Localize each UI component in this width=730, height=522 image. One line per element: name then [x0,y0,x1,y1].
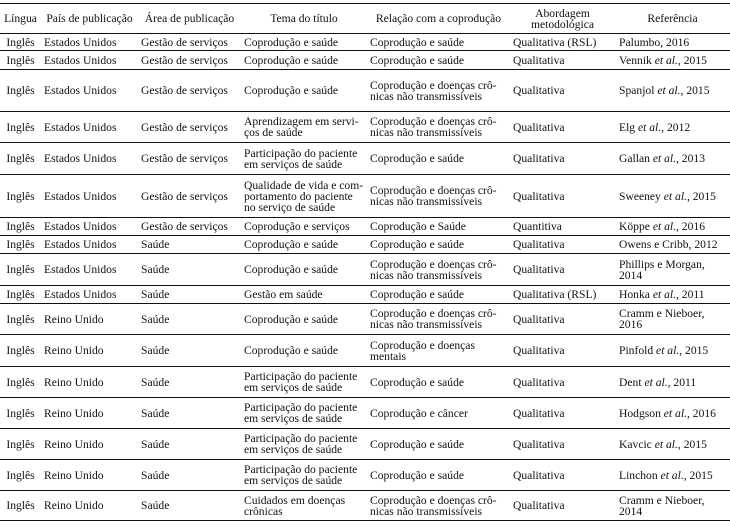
cell-abordagem: Qualitativa [513,120,565,134]
table-row [0,51,730,70]
cell-abordagem: Qualitativa [513,152,565,165]
cell-relacao: Coprodução e saúde [370,375,465,389]
cell-relacao: Coprodução e câncer [370,406,468,420]
table-row [0,460,730,491]
ref-author: Pinfold [619,344,657,357]
cell-tema: Participação do paciente em serviços de saúde [244,146,358,171]
ref-year: , 2015 [683,468,713,482]
cell-tema: Participação do paciente em serviços de saúde [244,370,358,394]
cell-referencia [615,335,730,367]
ref-author: Palumbo [619,35,661,49]
table-row [0,286,730,304]
cell-abordagem: Qualitativa (RSL) [513,35,597,49]
cell-referencia [615,51,730,70]
cell-relacao: Coprodução e doenças crô-nicas não transmissíveis [370,184,497,208]
table-header [0,4,730,34]
cell-referencia [615,367,730,398]
table-row [0,398,730,429]
cell-pais: Estados Unidos [44,238,117,251]
cell-lingua: Inglês [6,437,35,451]
ref-author: Linchon [619,468,661,482]
cell-lingua: Inglês [6,263,35,276]
cell-relacao: Coprodução e saúde [370,152,465,165]
table-row [0,34,730,51]
header-area: Área de publicação [144,12,235,25]
cell-pais: Estados Unidos [44,84,117,97]
ref-et-al: et al. [657,84,681,97]
cell-lingua: Inglês [6,499,35,512]
ref-year: , 2015 [677,53,707,67]
ref-year: , 2015 [680,84,710,97]
cell-area: Saúde [141,499,170,512]
cell-lingua: Inglês [6,238,35,251]
cell-relacao: Coprodução e Saúde [370,220,466,233]
table-row [0,429,730,460]
cell-area: Saúde [141,344,170,357]
ref-author: Cramm e Nieboer, 2014 [619,493,705,518]
cell-tema: Coprodução e serviços [244,220,350,233]
ref-et-al: et al. [638,120,662,134]
ref-year: , 2011 [676,288,705,301]
cell-area: Gestão de serviços [141,53,228,67]
cell-tema: Participação do paciente em serviços de saúde [244,463,358,487]
cell-abordagem: Qualitativa (RSL) [513,288,597,301]
cell-lingua: Inglês [6,288,35,301]
header-row [0,4,730,34]
cell-abordagem: Qualitativa [513,499,565,512]
cell-pais: Reino Unido [44,468,104,482]
cell-abordagem: Qualitativa [513,375,565,389]
ref-author: Vennik [619,53,655,67]
cell-area: Saúde [141,312,170,326]
ref-et-al: et al. [652,220,676,233]
ref-et-al: et al. [660,468,684,482]
cell-tema: Coprodução e saúde [244,344,339,357]
cell-area: Gestão de serviços [141,84,228,97]
cell-area: Saúde [141,263,170,276]
cell-pais: Estados Unidos [44,152,117,165]
cell-tema: Gestão em saúde [244,288,323,301]
cell-abordagem: Qualitativa [513,189,565,203]
header-lingua: Língua [4,12,37,25]
ref-author: Hodgson [619,406,664,420]
cell-area: Gestão de serviços [141,189,228,203]
cell-lingua: Inglês [6,189,35,203]
cell-pais: Estados Unidos [44,288,117,301]
cell-relacao: Coprodução e saúde [370,53,465,67]
cell-pais: Reino Unido [44,406,104,420]
cell-area: Saúde [141,288,170,301]
cell-lingua: Inglês [6,406,35,420]
cell-lingua: Inglês [6,312,35,326]
cell-tema: Participação do paciente em serviços de saúde [244,401,358,425]
cell-abordagem: Qualitativa [513,437,565,451]
cell-relacao: Coprodução e doenças crô-nicas não transmissíveis [370,493,497,518]
cell-relacao: Coprodução e saúde [370,238,465,251]
ref-year: , 2013 [676,152,705,165]
cell-pais: Estados Unidos [44,220,117,233]
ref-et-al: et al. [644,375,668,389]
cell-pais: Estados Unidos [44,189,117,203]
cell-abordagem: Qualitativa [513,84,565,97]
ref-author: Owens e Cribb, 2012 [619,238,718,251]
ref-author: Honka [619,288,653,301]
cell-tema: Coprodução e saúde [244,263,339,276]
cell-pais: Reino Unido [44,344,104,357]
ref-author: Kavcic [619,437,655,451]
cell-relacao: Coprodução e saúde [370,468,465,482]
cell-abordagem: Qualitativa [513,344,565,357]
cell-referencia [615,34,730,51]
cell-lingua: Inglês [6,468,35,482]
ref-year: , 2015 [677,437,707,451]
cell-tema: Coprodução e saúde [244,84,339,97]
table-row [0,112,730,143]
cell-relacao: Coprodução e doenças crô-nicas não transmissíveis [370,115,497,139]
ref-et-al: et al. [654,437,678,451]
cell-lingua: Inglês [6,344,35,357]
cell-pais: Estados Unidos [44,263,117,276]
cell-tema: Coprodução e saúde [244,35,339,49]
cell-abordagem: Qualitativa [513,468,565,482]
cell-lingua: Inglês [6,53,35,67]
table-row [0,70,730,112]
cell-pais: Reino Unido [44,375,104,389]
cell-tema: Qualidade de vida e com-portamento do paciente no serviço de saúde [244,178,364,214]
cell-referencia [615,236,730,254]
cell-abordagem: Quantitiva [513,220,562,233]
ref-et-al: et al. [656,344,680,357]
table-row [0,143,730,175]
cell-lingua: Inglês [6,152,35,165]
cell-area: Saúde [141,238,170,251]
cell-tema: Aprendizagem em servi-ços de saúde [244,115,359,139]
cell-abordagem: Qualitativa [513,312,565,326]
cell-area: Gestão de serviços [141,35,228,49]
cell-pais: Estados Unidos [44,53,117,67]
ref-et-al: et al. [663,189,687,203]
ref-year: , 2011 [667,375,697,389]
ref-et-al: et al. [652,152,676,165]
ref-author: Gallan [619,152,653,165]
cell-area: Gestão de serviços [141,152,228,165]
cell-pais: Estados Unidos [44,35,117,49]
cell-tema: Coprodução e saúde [244,53,339,67]
cell-referencia [615,143,730,175]
cell-pais: Reino Unido [44,312,104,326]
cell-tema: Cuidados em doenças crônicas [244,493,346,518]
cell-lingua: Inglês [6,35,35,49]
cell-area: Saúde [141,468,170,482]
cell-abordagem: Qualitativa [513,406,565,420]
table-row [0,218,730,236]
cell-tema: Participação do paciente em serviços de saúde [244,432,358,456]
table-row [0,335,730,367]
ref-year: , 2015 [679,344,709,357]
cell-referencia [615,429,730,460]
ref-author: Spanjol [619,84,658,97]
ref-author: Cramm e Nieboer, 2016 [619,307,705,331]
cell-referencia [615,304,730,335]
ref-author: Köppe [619,220,653,233]
cell-relacao: Coprodução e saúde [370,35,465,49]
table-row [0,254,730,286]
header-tema: Tema do título [270,12,338,25]
ref-author: Elg [619,120,638,134]
cell-lingua: Inglês [6,220,35,233]
ref-author: Sweeney [619,189,664,203]
cell-abordagem: Qualitativa [513,238,565,251]
cell-abordagem: Qualitativa [513,263,565,276]
ref-year: , 2015 [686,189,716,203]
cell-pais: Reino Unido [44,499,104,512]
table-row [0,236,730,254]
header-referencia: Referência [647,12,698,25]
ref-year: , 2016 [660,35,690,49]
cell-referencia [615,460,730,491]
cell-tema: Coprodução e saúde [244,238,339,251]
cell-referencia [615,112,730,143]
cell-referencia [615,491,730,521]
cell-area: Saúde [141,406,170,420]
header-relacao: Relação com a coprodução [375,12,502,25]
ref-year: , 2016 [676,220,705,233]
cell-relacao: Coprodução e saúde [370,437,465,451]
ref-et-al: et al. [663,406,687,420]
cell-relacao: Coprodução e doenças mentais [370,338,475,363]
header-abordagem: Abordagem metodológica [530,6,595,31]
cell-relacao: Coprodução e doenças crô-nicas não transmissíveis [370,257,497,282]
table-row [0,304,730,335]
cell-area: Gestão de serviços [141,120,228,134]
ref-author: Phillips e Morgan, 2014 [619,257,705,282]
table-body [0,34,730,521]
cell-relacao: Coprodução e doenças crô-nicas não transmissíveis [370,78,497,103]
cell-referencia [615,175,730,218]
ref-year: , 2016 [686,406,716,420]
ref-year: , 2012 [661,120,691,134]
table-row [0,491,730,521]
cell-abordagem: Qualitativa [513,53,565,67]
table-row [0,175,730,218]
cell-referencia [615,254,730,286]
ref-author: Dent [619,375,645,389]
cell-tema: Coprodução e saúde [244,312,339,326]
cell-area: Saúde [141,375,170,389]
cell-lingua: Inglês [6,84,35,97]
cell-area: Saúde [141,437,170,451]
cell-relacao: Coprodução e saúde [370,288,465,301]
header-pais: País de publicação [46,12,133,25]
cell-referencia [615,70,730,112]
ref-et-al: et al. [654,53,678,67]
literature-table [0,3,730,521]
cell-area: Gestão de serviços [141,220,228,233]
cell-pais: Reino Unido [44,437,104,451]
table-row [0,367,730,398]
cell-lingua: Inglês [6,375,35,389]
cell-relacao: Coprodução e doenças crô-nicas não transmissíveis [370,307,497,331]
cell-lingua: Inglês [6,120,35,134]
cell-referencia [615,218,730,236]
ref-et-al: et al. [652,288,676,301]
cell-referencia [615,286,730,304]
cell-referencia [615,398,730,429]
cell-pais: Estados Unidos [44,120,117,134]
